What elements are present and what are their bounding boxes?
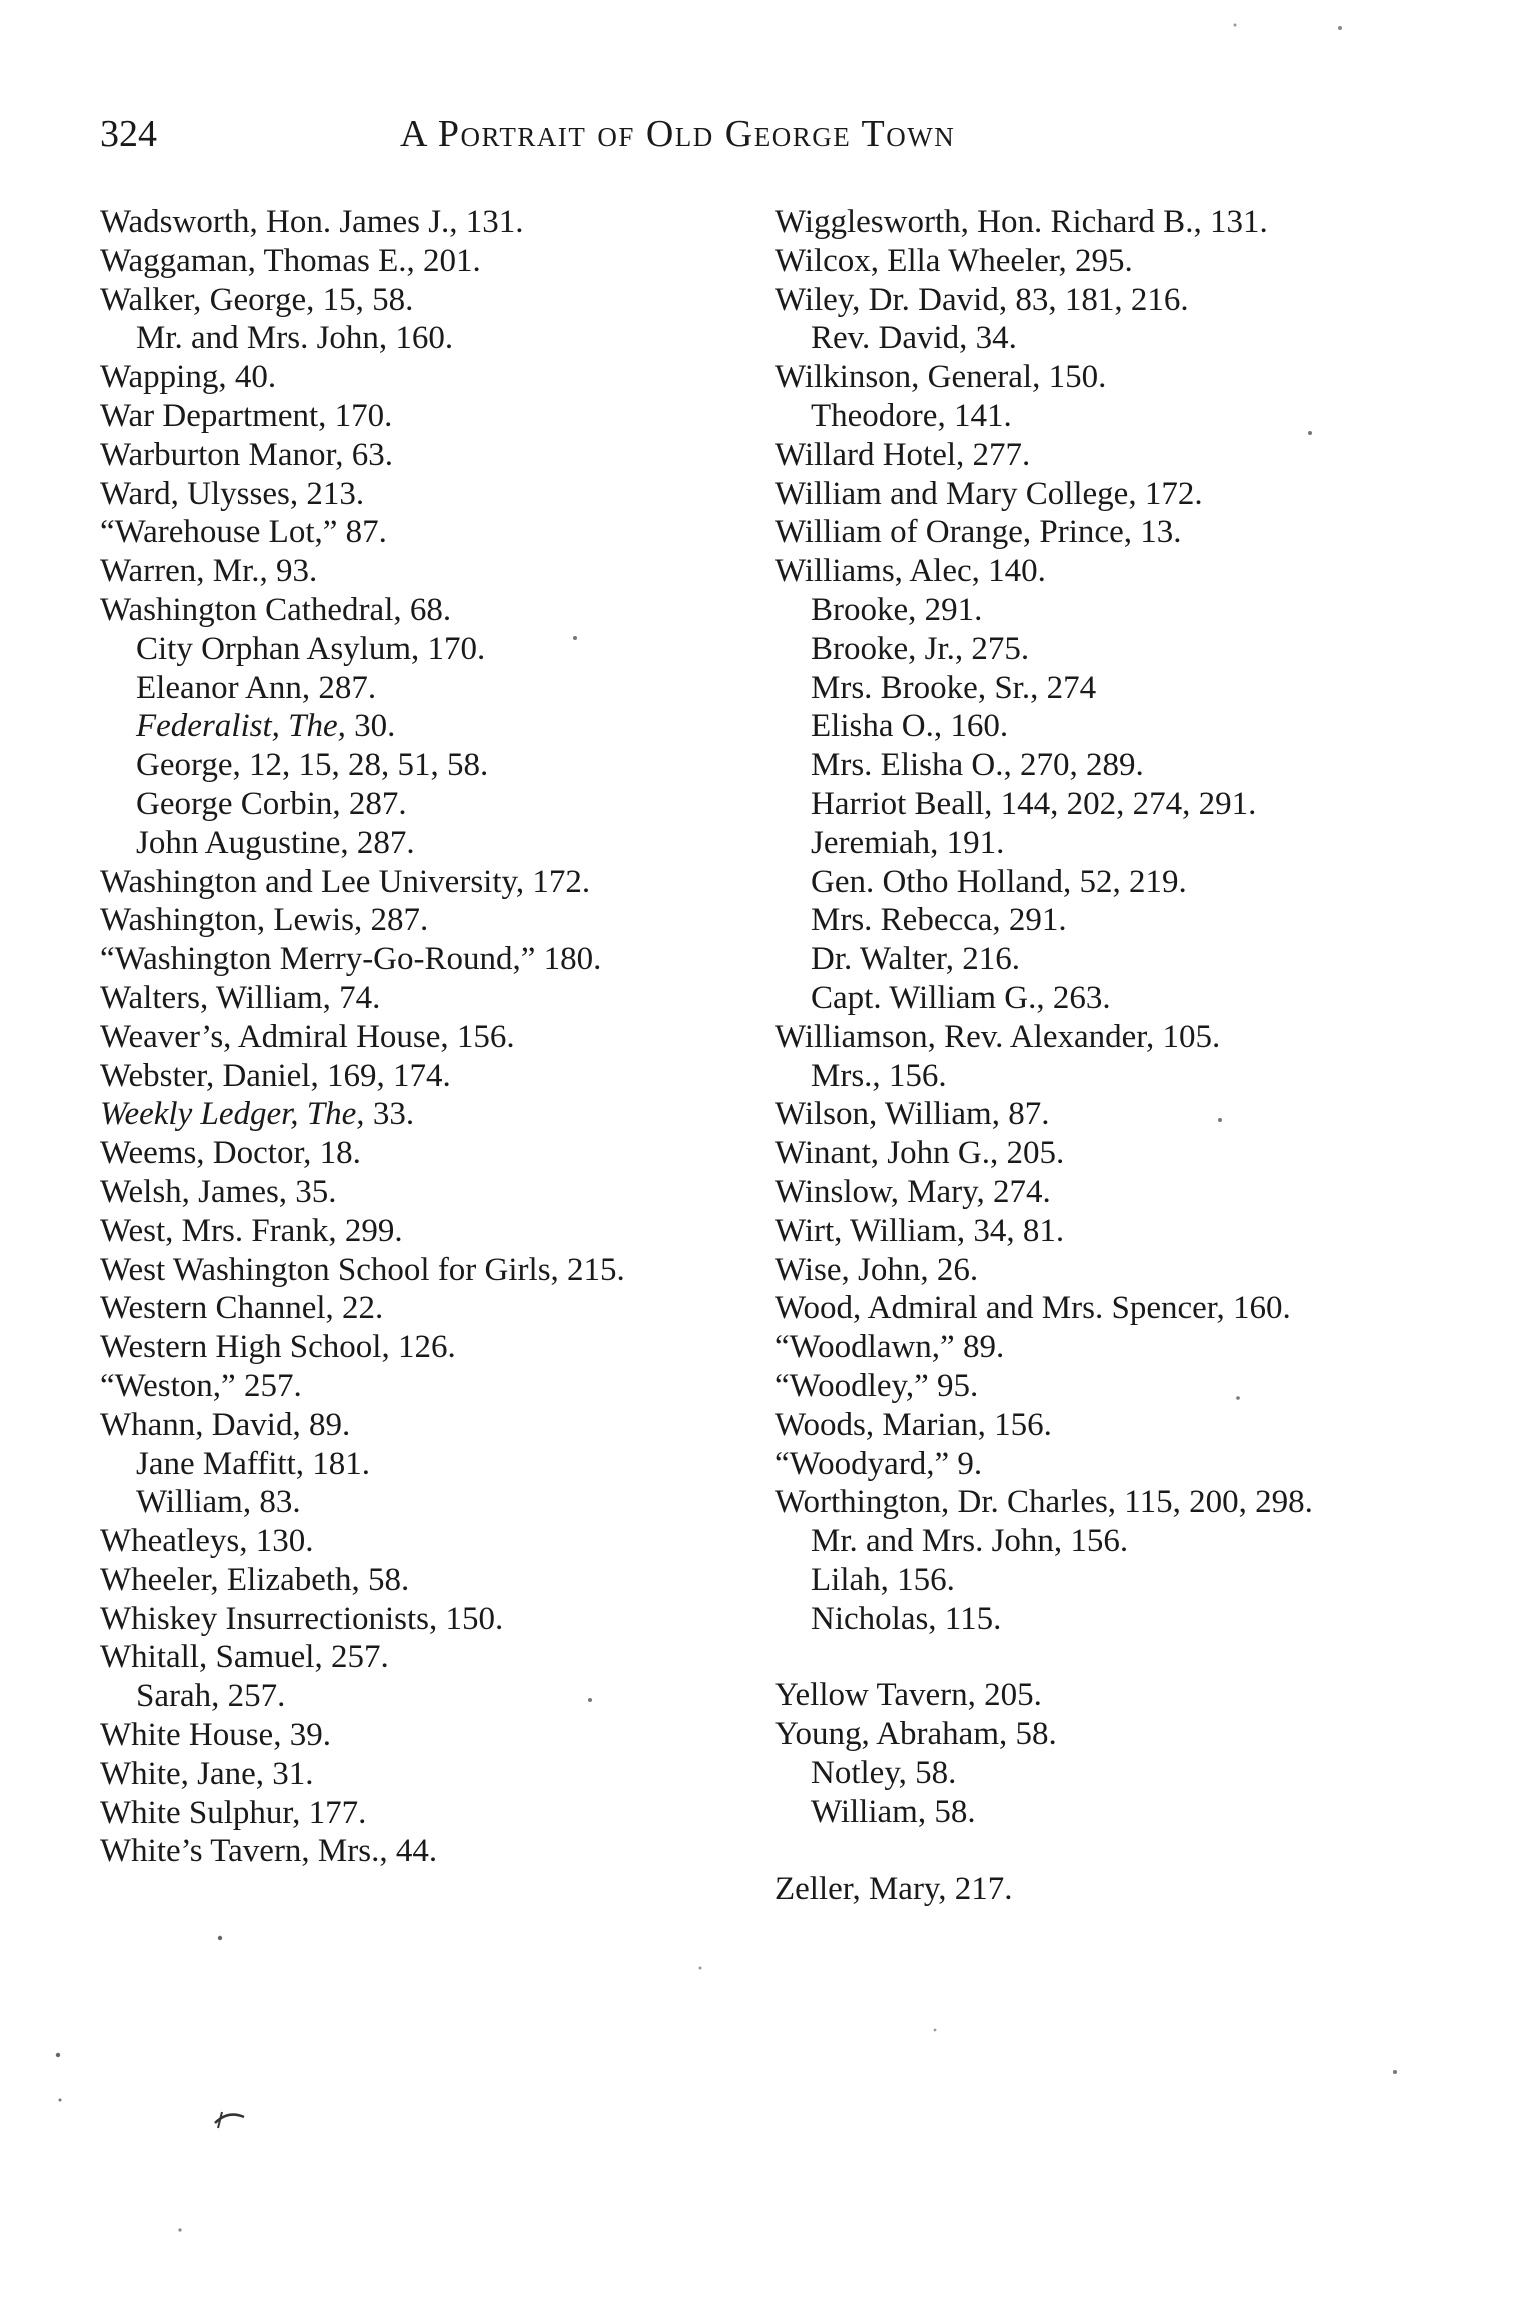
index-entry: Brooke, Jr., 275. [811, 630, 1030, 667]
index-entry: Ward, Ulysses, 213. [100, 475, 365, 512]
index-entry: Zeller, Mary, 217. [775, 1870, 1013, 1907]
index-entry: William and Mary College, 172. [775, 475, 1203, 512]
index-entry: Walker, George, 15, 58. [100, 281, 414, 318]
index-entry: Webster, Daniel, 169, 174. [100, 1057, 451, 1094]
index-entry: Jeremiah, 191. [811, 824, 1005, 861]
index-entry: Wheatleys, 130. [100, 1523, 314, 1560]
index-entry: “Woodyard,” 9. [775, 1445, 983, 1482]
index-entry: Sarah, 257. [136, 1678, 286, 1715]
index-entry-page-ref: 30. [345, 708, 396, 745]
running-head-title: A Portrait of Old George Town [400, 113, 956, 155]
index-entry: Gen. Otho Holland, 52, 219. [811, 863, 1187, 900]
index-entry: Wirt, William, 34, 81. [775, 1212, 1065, 1249]
index-entry: Harriot Beall, 144, 202, 274, 291. [811, 785, 1257, 822]
index-entry: Washington Cathedral, 68. [100, 591, 452, 628]
index-entry: Williamson, Rev. Alexander, 105. [775, 1018, 1221, 1055]
index-entry: Wilkinson, General, 150. [775, 359, 1107, 396]
index-entry: West Washington School for Girls, 215. [100, 1251, 625, 1288]
index-entry: William, 83. [136, 1484, 301, 1521]
index-entry: “Woodlawn,” 89. [775, 1329, 1005, 1366]
index-entry: “Washington Merry-Go-Round,” 180. [100, 941, 602, 978]
index-entry: Wheeler, Elizabeth, 58. [100, 1561, 410, 1598]
index-entry: Worthington, Dr. Charles, 115, 200, 298. [775, 1484, 1313, 1521]
index-entry: “Warehouse Lot,” 87. [100, 514, 387, 551]
index-entry: Mrs. Brooke, Sr., 274 [811, 669, 1097, 706]
index-entry: Wilson, William, 87. [775, 1096, 1050, 1133]
index-entry: Walters, William, 74. [100, 979, 381, 1016]
index-entry: William of Orange, Prince, 13. [775, 514, 1182, 551]
index-entry: Warren, Mr., 93. [100, 553, 318, 590]
index-entry: Jane Maffitt, 181. [136, 1445, 371, 1482]
index-entry: Wise, John, 26. [775, 1251, 979, 1288]
index-entry: Western High School, 126. [100, 1329, 456, 1366]
index-entry: City Orphan Asylum, 170. [136, 630, 486, 667]
page-number: 324 [100, 113, 157, 155]
index-entry: Winslow, Mary, 274. [775, 1173, 1051, 1210]
index-entry: Warburton Manor, 63. [100, 436, 393, 473]
index-entry: Wigglesworth, Hon. Richard B., 131. [775, 204, 1268, 240]
index-entry: White Sulphur, 177. [100, 1794, 367, 1831]
index-entry-italic-title: Federalist, The, [136, 708, 346, 745]
index-entry: “Weston,” 257. [100, 1367, 302, 1404]
index-entry: War Department, 170. [100, 397, 393, 434]
index-entry: Washington, Lewis, 287. [100, 902, 429, 939]
index-entry: Notley, 58. [811, 1755, 957, 1792]
index-entry: Nicholas, 115. [811, 1600, 1002, 1637]
index-entry: William, 58. [811, 1793, 976, 1830]
index-entry: Dr. Walter, 216. [811, 941, 1020, 978]
index-entry: Waggaman, Thomas E., 201. [100, 242, 481, 279]
index-entry: Wood, Admiral and Mrs. Spencer, 160. [775, 1290, 1291, 1327]
index-entry: Elisha O., 160. [811, 708, 1009, 745]
index-entry: Young, Abraham, 58. [775, 1716, 1057, 1753]
index-entry: Western Channel, 22. [100, 1290, 384, 1327]
index-entry: Woods, Marian, 156. [775, 1406, 1052, 1443]
index-entry: Lilah, 156. [811, 1561, 955, 1598]
index-entry: Yellow Tavern, 205. [775, 1677, 1042, 1714]
index-entry: Winant, John G., 205. [775, 1135, 1065, 1172]
index-entry: West, Mrs. Frank, 299. [100, 1212, 403, 1249]
index-entry: White House, 39. [100, 1717, 331, 1754]
index-entry: Whann, David, 89. [100, 1406, 351, 1443]
index-entry: Brooke, 291. [811, 591, 983, 628]
index-entry-italic-title: Weekly Ledger, The, [100, 1096, 365, 1133]
index-entry: Weems, Doctor, 18. [100, 1135, 361, 1172]
index-entry: Whiskey Insurrectionists, 150. [100, 1600, 504, 1637]
index-entry: Mr. and Mrs. John, 160. [136, 320, 454, 357]
index-entry: Wiley, Dr. David, 83, 181, 216. [775, 281, 1189, 318]
index-entry: George, 12, 15, 28, 51, 58. [136, 747, 489, 784]
index-entry: Mrs., 156. [811, 1057, 947, 1094]
index-entry: John Augustine, 287. [136, 824, 415, 861]
index-entry: Willard Hotel, 277. [775, 436, 1031, 473]
index-entry: Theodore, 141. [811, 397, 1012, 434]
index-entry: White’s Tavern, Mrs., 44. [100, 1833, 438, 1870]
index-entry: White, Jane, 31. [100, 1755, 314, 1792]
index-entry: Mr. and Mrs. John, 156. [811, 1523, 1129, 1560]
index-entry: Wapping, 40. [100, 359, 277, 396]
index-entry-page-ref: 33. [364, 1096, 415, 1133]
index-entry: Capt. William G., 263. [811, 979, 1111, 1016]
index-entry: Rev. David, 34. [811, 320, 1017, 357]
index-entry: Washington and Lee University, 172. [100, 863, 591, 900]
index-entry: Weaver’s, Admiral House, 156. [100, 1018, 515, 1055]
index-entry: Wilcox, Ella Wheeler, 295. [775, 242, 1133, 279]
index-entry: Williams, Alec, 140. [775, 553, 1046, 590]
index-entry: Welsh, James, 35. [100, 1173, 337, 1210]
index-entry: George Corbin, 287. [136, 785, 407, 822]
index-entry: Whitall, Samuel, 257. [100, 1639, 389, 1676]
index-entry: Wadsworth, Hon. James J., 131. [100, 204, 524, 240]
index-entry: “Woodley,” 95. [775, 1367, 979, 1404]
index-entry: Mrs. Elisha O., 270, 289. [811, 747, 1144, 784]
index-entry: Eleanor Ann, 287. [136, 669, 377, 706]
index-entry: Mrs. Rebecca, 291. [811, 902, 1067, 939]
